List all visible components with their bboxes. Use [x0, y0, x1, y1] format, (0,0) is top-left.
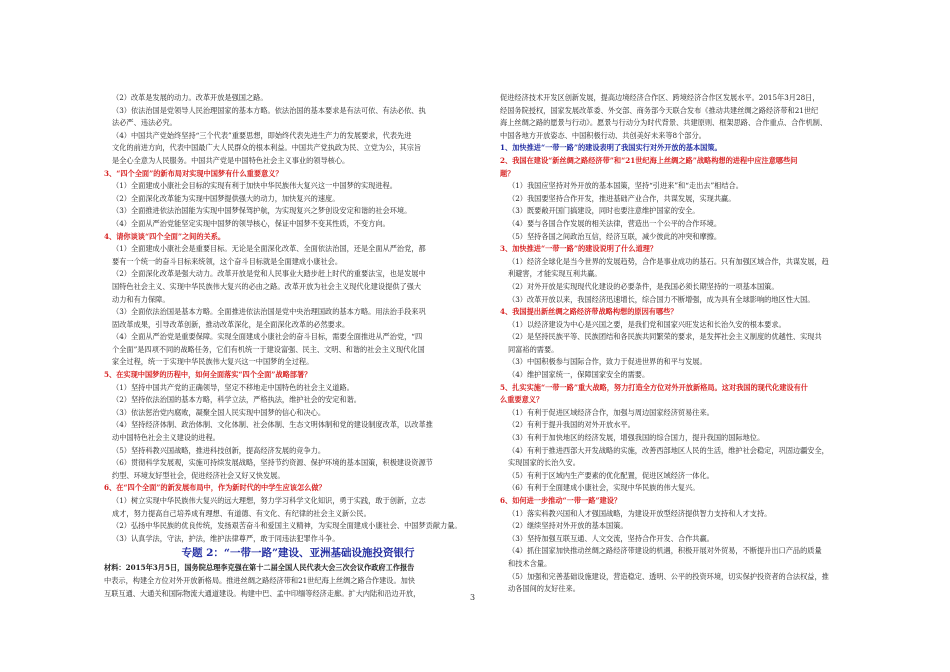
text-line: （4）坚持经济体制、政治体制、文化体制、社会体制、生态文明体制和党的建设制度改革，以改革推 — [112, 420, 433, 430]
text-line: （4）维护国家统一，保障国家安全的需要。 — [508, 370, 650, 380]
text-line: （4）抓住国家加快推动丝绸之路经济带建设的机遇，积极开展对外贸易，不断提升出口产品的质量 — [508, 546, 822, 556]
text-line: 是全心全意为人民服务。中国共产党是中国特色社会主义事业的领导核心。 — [112, 155, 350, 165]
text-line: （5）坚持科教兴国战略，推进科技创新，提高经济发展的竞争力。 — [112, 445, 326, 455]
text-line: （2）弘扬中华民族的优良传统，发扬艰苦奋斗和爱国主义精神，为实现全面建成小康社会、中国梦贡献力量。 — [112, 521, 462, 531]
text-line: （1）坚持中国共产党的正确领导，坚定不移地走中国特色的社会主义道路。 — [112, 382, 354, 392]
page-number: 3 — [470, 593, 476, 602]
text-line: 互联互通、大通关和国际物流大通道建设。构建中巴、孟中印缅等经济走廊。扩大内陆和沿边开放， — [104, 588, 421, 598]
text-line: 同富裕的需要。 — [508, 344, 559, 354]
text-line: （2）改革是发展的动力。改革开放是强国之路。 — [112, 93, 268, 102]
text-line: 个全面”是四项不同的战略任务，它们有机统一于建设富强、民主、文明、和谐的社会主义现代化国 — [112, 344, 425, 354]
text-line: （4）要与各国合作发展的相关法律，营造出一个公平的合作环境。 — [508, 218, 722, 228]
text-line: 材料：2015年3月5日，国务院总理李克强在第十二届全国人民代表大会三次会议作政府工作报告 — [104, 563, 415, 573]
question-heading: 题？ — [500, 168, 515, 178]
text-line: （5）加强和完善基础设施建设，营造稳定、透明、公平的投资环境，切实保护投资者的合法权益，推 — [508, 571, 829, 581]
text-line: （1）全面建成小康社会是重要目标。无论是全面深化改革、全面依法治国，还是全面从严治党，都 — [112, 244, 426, 254]
right-column — [500, 92, 852, 596]
text-line: （2）继续坚持对外开放的基本国策。 — [508, 521, 628, 531]
question-heading: 5、在实现中国梦的历程中，如何全面落实“四个全面”战略部署？ — [104, 370, 312, 380]
text-line: （2）全面深化改革能为实现中国梦提供强大的动力，加快复兴的速度。 — [112, 193, 340, 203]
text-line: （1）树立实现中华民族伟大复兴的远大理想，努力学习科学文化知识，勇于实践，敢于创新，立志 — [112, 496, 426, 505]
text-line: 和技术含量。 — [508, 558, 552, 568]
text-line: 固改革成果，引导改革创新，推动改革深化，是全面深化改革的必然要求。 — [112, 319, 350, 329]
text-line: 成才，努力提高自己培养成有理想、有道德、有文化、有纪律的社会主义新公民。 — [112, 508, 371, 518]
text-line: （1）有利于促进区域经济合作，加强与周边国家经济贸易往来。 — [508, 407, 714, 417]
text-line: （4）全面从严治党能坚定实现中国梦的领导核心，保证中国梦不变其性质，不变方向。 — [112, 218, 390, 228]
text-line: 要有一个统一的奋斗目标来统领，这个奋斗目标就是全面建成小康社会。 — [112, 256, 343, 266]
question-heading: 3、“四个全面”的新布局对实现中国梦有什么重要意义？ — [104, 168, 283, 178]
text-line: 约型、环境友好型社会，促进经济社会又好又快发展。 — [112, 470, 285, 480]
text-line: （2）全面深化改革是强大动力。改革开放是党和人民事业大踏步赶上时代的重要法宝，也是发展中 — [112, 269, 426, 279]
text-line: （4）中国共产党始终坚持“三个代表”重要思想，即始终代表先进生产力的发展要求，代表先进 — [112, 130, 412, 140]
text-line: （2）有利于提升我国的对外开放水平。 — [508, 420, 635, 430]
text-line: （1）全面建成小康社会目标的实现有利于加快中华民族伟大复兴这一中国梦的实现进程。 — [112, 181, 397, 191]
material-paragraph — [104, 562, 492, 600]
text-line: （1）经济全球化是当今世界的发展趋势，合作是事业成功的基石。只有加强区域合作，共谋发展，趋 — [508, 256, 829, 266]
text-line: （6）有利于全面建成小康社会，实现中华民族的伟大复兴。 — [508, 483, 700, 493]
text-line: 中国各地方开放姿态、中国积极行动、共创美好未来等8个部分。 — [500, 130, 706, 140]
question-heading: 6、如何进一步推动“一带一路”建设？ — [500, 496, 622, 505]
text-line: 中表示，构建全方位对外开放新格局。推进丝绸之路经济带和21世纪海上丝绸之路合作建设。加快 — [104, 575, 416, 585]
text-line: （4）有利于推进西部大开发战略的实施，改善西部地区人民的生活，维护社会稳定，巩固边疆安全， — [508, 445, 829, 455]
text-line: （5）有利于区域内生产要素的优化配置，促进区域经济一体化。 — [508, 470, 714, 480]
text-line: 海上丝绸之路的愿景与行动》。愿景与行动分为时代背景、共建原则、框架思路、合作重点、合作机制、 — [500, 118, 828, 128]
question-heading: 5、扎实实施“一带一路”重大战略，努力打造全方位对外开放新格局。这对我国的现代化建设有什 — [500, 382, 808, 392]
text-line: （5）坚持各国之间政治互信，经济互联，减少彼此的冲突和摩擦。 — [508, 231, 722, 241]
text-line: 动中国特色社会主义建设的进程。 — [112, 433, 220, 443]
text-line: 实现国家的长治久安。 — [508, 458, 580, 468]
text-line: 动各国间的友好往来。 — [508, 584, 580, 594]
text-line: 法必严、违法必究。 — [112, 118, 177, 128]
text-line: （6）贯彻科学发展观，实施可持续发展战略，坚持节约资源、保护环境的基本国策，积极建设资源节 — [112, 458, 433, 468]
left-lines — [104, 92, 492, 545]
text-line: 利避害，才能实现互利共赢。 — [508, 269, 602, 279]
right-lines — [500, 92, 852, 596]
text-line: （2）对外开放是实现现代化建设的必要条件，是我国必须长期坚持的一项基本国策。 — [508, 281, 779, 291]
text-line: （3）依法治国是党领导人民治理国家的基本方略。依法治国的基本要求是有法可依、有法必依、执 — [112, 105, 426, 115]
text-line: （1）落实科教兴国和人才强国战略，为建设开放型经济提供智力支持和人才支持。 — [508, 508, 772, 518]
question-heading: 1、加快推进“一带一路”的建设表明了我国实行对外开放的基本国策。 — [500, 143, 722, 153]
text-line: （2）坚持依法治国的基本方略，科学立法，严格执法，维护社会的安定和谐。 — [112, 395, 361, 405]
text-line: （3）中国积极参与国际合作，致力于促进世界的和平与发展。 — [508, 357, 707, 367]
text-line: 文化的前进方向，代表中国最广大人民群众的根本利益。中国共产党执政为民、立党为公，其宗旨 — [112, 143, 422, 153]
question-heading: 2、我国在建设“新丝绸之路经济带”和“21世纪海上丝绸之路”战略构想的进程中应注意哪些问 — [500, 155, 798, 165]
text-line: 国特色社会主义、实现中华民族伟大复兴的必由之路。改革开放为社会主义现代化建设提供了强大 — [112, 281, 422, 291]
text-line: （3）全面依法治国是基本方略。全面推进依法治国是党中央治理国政的基本方略。用法治手段来巩 — [112, 307, 426, 317]
text-line: （3）全面推进依法治国能为实现中国梦保驾护航，为实现复兴之梦创设安定和谐的社会环境。 — [112, 206, 412, 216]
text-line: （3）依法惩治党内腐败，凝聚全国人民实现中国梦的信心和决心。 — [112, 407, 326, 417]
left-column — [104, 92, 492, 600]
question-heading: 6、在“四个全面”的新发展布局中，作为新时代的中学生应该怎么做？ — [104, 483, 326, 493]
text-line: （1）我国应坚持对外开放的基本国策，坚持“引进来”和“走出去”相结合。 — [508, 181, 743, 191]
text-line: （3）认真学法，守法，护法，维护法律尊严，敢于同违法犯罪作斗争。 — [112, 533, 340, 543]
text-line: （1）以经济建设为中心是兴国之要，是我们党和国家兴旺发达和长治久安的根本要求。 — [508, 319, 786, 329]
text-line: （3）有利于加快地区的经济发展，增强我国的综合国力，提升我国的国际地位。 — [508, 433, 765, 443]
text-line: （2）我国要坚持合作开发，推进基础产业合作，共谋发展，实现共赢。 — [508, 193, 736, 203]
text-line: 家全过程，统一于实现中华民族伟大复兴这一中国梦的全过程。 — [112, 357, 314, 367]
question-heading: 3、加快推进“一带一路”的建设说明了什么道理？ — [500, 244, 658, 254]
text-line: 动力和有力保障。 — [112, 294, 170, 304]
question-heading: 4、我国提出新丝绸之路经济带战略构想的原因有哪些？ — [500, 307, 678, 317]
question-heading: 么重要意义？ — [500, 395, 544, 405]
text-line: （4）全面从严治党是重要保障。实现全面建成小康社会的奋斗目标，需要全面推进从严治党，“四 — [112, 332, 423, 342]
text-line: （2）是坚持民族平等、民族团结和各民族共同繁荣的要求，是发挥社会主义制度的优越性、实现共 — [508, 332, 822, 342]
question-heading: 4、请你谈谈“四个全面”之间的关系。 — [104, 231, 226, 241]
topic-title: 专题 2：“一带一路”建设、亚洲基础设施投资银行 — [181, 547, 415, 560]
text-line: 经国务院授权，国家发展改革委、外交部、商务部今天联合发布《推动共建丝绸之路经济带和21世纪 — [500, 105, 819, 115]
text-line: （3）改革开放以来，我国经济迅速增长，综合国力不断增强，成为具有全球影响的地区性大国。 — [508, 294, 815, 304]
text-line: （3）既要敞开国门搞建设，同时也要注意维护国家的安全。 — [508, 206, 700, 216]
text-line: （3）坚持加强互联互通、人文交流，坚持合作开发、合作共赢。 — [508, 533, 714, 543]
text-line: 促进经济技术开发区创新发展，提高边境经济合作区、跨境经济合作区发展水平。2015年3月28日， — [500, 93, 820, 102]
